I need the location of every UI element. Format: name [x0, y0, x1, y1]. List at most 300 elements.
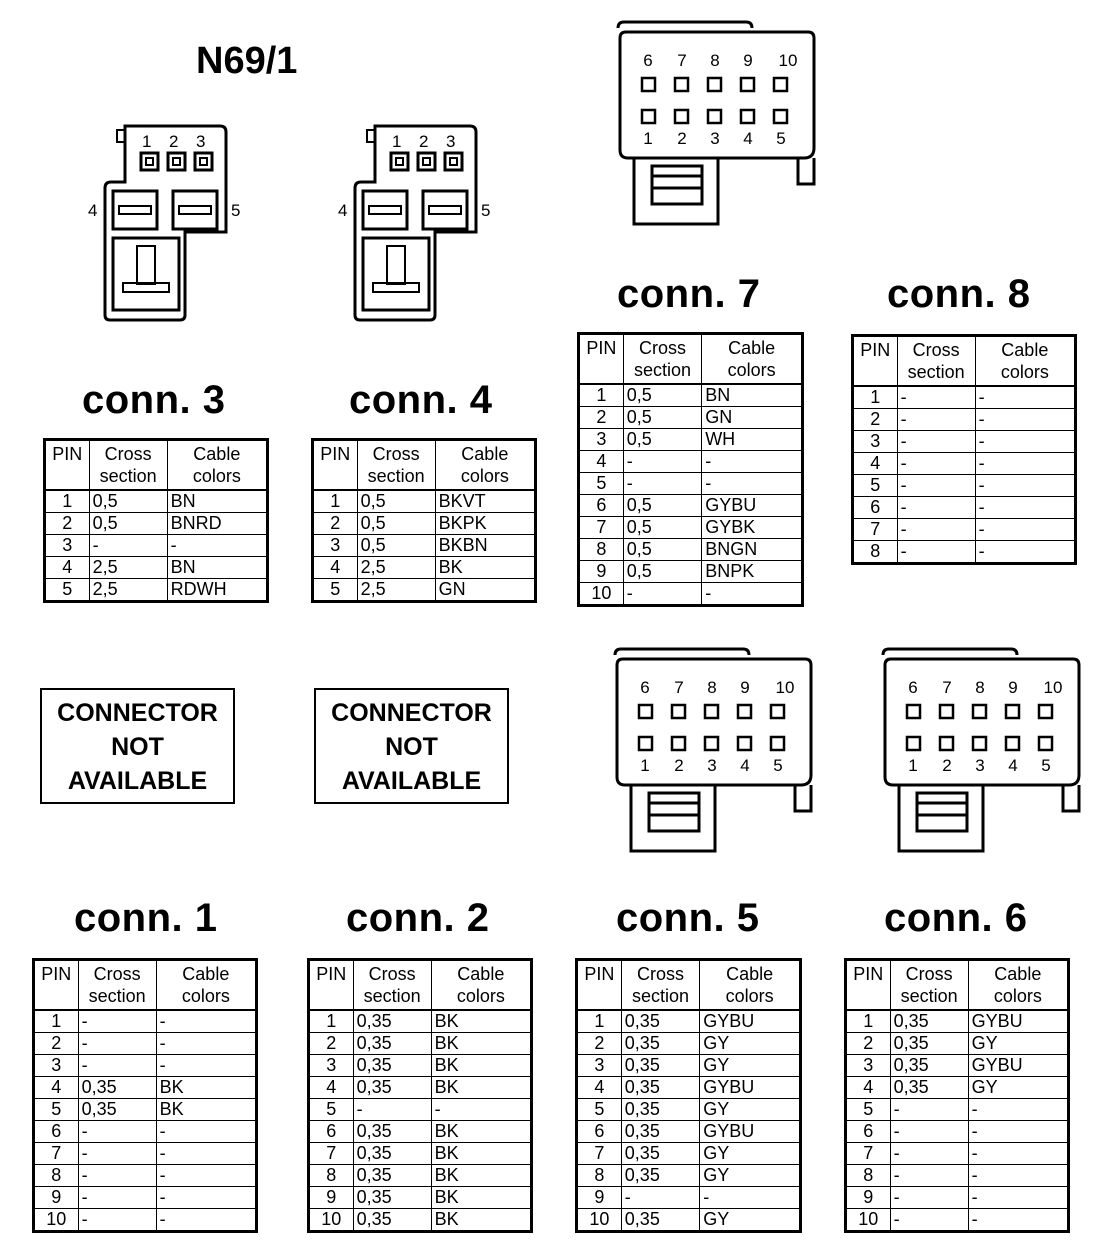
cross-section-cell: 0,35	[621, 1033, 699, 1055]
table-row	[846, 1165, 1069, 1187]
cable-color-cell: -	[156, 1055, 256, 1077]
conn-4-table	[311, 438, 537, 603]
cable-color-cell: GY	[700, 1143, 801, 1165]
cable-color-cell: GY	[700, 1099, 801, 1121]
pin-cell: 7	[34, 1143, 79, 1165]
cross-section-header	[89, 440, 167, 491]
pin-label: 7	[674, 678, 684, 697]
header-line: section	[633, 360, 692, 380]
cross-section-cell: -	[78, 1055, 156, 1077]
cable-color-cell: -	[968, 1187, 1068, 1209]
cable-color-cell: BK	[431, 1187, 531, 1209]
cable-color-cell: BK	[435, 557, 535, 579]
cable-color-cell: BKPK	[435, 513, 535, 535]
na-line: NOT	[111, 733, 164, 761]
cable-color-cell: BK	[156, 1077, 256, 1099]
header-line: Cross	[93, 964, 141, 984]
pin-cell: 5	[45, 579, 90, 602]
table-row	[309, 1099, 532, 1121]
cross-section-cell: -	[89, 535, 167, 557]
cable-colors-header	[435, 440, 535, 491]
pin-cell: 9	[579, 561, 624, 583]
pin-label: 4	[743, 129, 753, 148]
cable-color-cell: -	[968, 1165, 1068, 1187]
cable-color-cell: GYBU	[700, 1077, 801, 1099]
cable-color-cell: BK	[431, 1209, 531, 1232]
pin-label: 10	[775, 678, 795, 697]
table-row	[34, 1010, 257, 1033]
cable-color-cell: GYBK	[702, 517, 803, 539]
cross-section-cell: -	[78, 1187, 156, 1209]
pin-cell: 8	[309, 1165, 354, 1187]
header-line: colors	[725, 986, 774, 1006]
header-line: Cable	[994, 964, 1042, 984]
pin-cell: 9	[577, 1187, 622, 1209]
table-row	[34, 1121, 257, 1143]
cable-color-cell: -	[702, 451, 803, 473]
cable-color-cell: GY	[968, 1077, 1068, 1099]
pin-cell: 2	[579, 407, 624, 429]
header-line: Cross	[912, 340, 960, 360]
pin-label: 4	[1008, 756, 1018, 775]
header-line: Cable	[728, 338, 776, 358]
pin-label: 1	[142, 132, 152, 151]
pin-label: 3	[710, 129, 720, 148]
cross-section-header	[353, 960, 431, 1011]
connector-not-available-2	[314, 688, 509, 804]
pin-cell: 3	[45, 535, 90, 557]
header-line: colors	[192, 466, 241, 486]
header-line: Cross	[368, 964, 416, 984]
cross-section-cell: -	[890, 1099, 968, 1121]
pin-header: PIN	[34, 960, 79, 1011]
cross-section-cell: 0,35	[621, 1209, 699, 1232]
pin-cell: 8	[577, 1165, 622, 1187]
table-header-row	[846, 960, 1069, 1011]
cross-section-cell: 0,35	[890, 1033, 968, 1055]
table-row	[34, 1143, 257, 1165]
header-line: Cross	[905, 964, 953, 984]
cable-color-cell: GN	[435, 579, 535, 602]
pin-cell: 3	[309, 1055, 354, 1077]
pin-cell: 4	[579, 451, 624, 473]
cable-colors-header	[702, 334, 803, 385]
header-line: colors	[460, 466, 509, 486]
table-row	[853, 519, 1076, 541]
cross-section-cell: -	[897, 386, 975, 409]
cable-color-cell: BK	[431, 1143, 531, 1165]
cross-section-cell: -	[897, 541, 975, 564]
pin-cell: 1	[313, 490, 358, 513]
conn-8-title: conn. 8	[887, 272, 1031, 316]
pin-cell: 3	[853, 431, 898, 453]
pin-cell: 8	[846, 1165, 891, 1187]
pin-label: 3	[707, 756, 717, 775]
pin-cell: 4	[45, 557, 90, 579]
table-row	[577, 1033, 801, 1055]
cross-section-cell: -	[621, 1187, 699, 1209]
table-row	[45, 557, 268, 579]
table-row	[579, 561, 803, 583]
cable-colors-header	[167, 440, 267, 491]
pin-cell: 6	[853, 497, 898, 519]
cross-section-cell: -	[897, 409, 975, 431]
cross-section-cell: 0,35	[621, 1055, 699, 1077]
pin-header: PIN	[846, 960, 891, 1011]
cable-color-cell: GY	[700, 1033, 801, 1055]
pin-label: 4	[88, 201, 98, 220]
pin-label: 5	[481, 201, 491, 220]
connector-not-available-1	[40, 688, 235, 804]
header-line: Cross	[104, 444, 152, 464]
pin-header: PIN	[853, 336, 898, 387]
cross-section-cell: 0,5	[623, 407, 701, 429]
pin-cell: 7	[577, 1143, 622, 1165]
conn-7-title: conn. 7	[617, 272, 761, 316]
table-row	[313, 513, 536, 535]
header-line: Cable	[193, 444, 241, 464]
cross-section-cell: 2,5	[89, 557, 167, 579]
header-line: section	[367, 466, 425, 486]
pin-cell: 4	[309, 1077, 354, 1099]
cable-color-cell: -	[702, 583, 803, 606]
header-line: colors	[993, 986, 1042, 1006]
pin-cell: 10	[579, 583, 624, 606]
cable-color-cell: -	[975, 497, 1075, 519]
cable-color-cell: -	[975, 519, 1075, 541]
cable-color-cell: GY	[968, 1033, 1068, 1055]
cable-color-cell: BN	[702, 384, 803, 407]
table-row	[853, 386, 1076, 409]
conn-7-table	[577, 332, 804, 607]
header-line: Cable	[726, 964, 774, 984]
table-row	[309, 1165, 532, 1187]
pin-cell: 7	[853, 519, 898, 541]
cross-section-cell: -	[78, 1143, 156, 1165]
table-header-row	[309, 960, 532, 1011]
cable-color-cell: -	[975, 431, 1075, 453]
pin-cell: 5	[577, 1099, 622, 1121]
pin-cell: 8	[853, 541, 898, 564]
cable-color-cell: -	[968, 1121, 1068, 1143]
conn-6-table	[844, 958, 1070, 1233]
table-row	[579, 407, 803, 429]
pin-cell: 7	[309, 1143, 354, 1165]
table-row	[309, 1033, 532, 1055]
table-row	[313, 535, 536, 557]
cable-color-cell: BN	[167, 557, 267, 579]
pin-cell: 3	[846, 1055, 891, 1077]
cross-section-cell: -	[78, 1010, 156, 1033]
table-row	[34, 1033, 257, 1055]
table-row	[579, 517, 803, 539]
cable-colors-header	[700, 960, 801, 1011]
pin-cell: 2	[313, 513, 358, 535]
cable-color-cell: -	[700, 1187, 801, 1209]
cross-section-cell: -	[623, 451, 701, 473]
header-line: Cable	[461, 444, 509, 464]
table-row	[309, 1209, 532, 1232]
conn-5-table	[575, 958, 802, 1233]
cable-color-cell: BK	[431, 1077, 531, 1099]
na-line: NOT	[385, 733, 438, 761]
table-row	[34, 1187, 257, 1209]
pin-cell: 8	[579, 539, 624, 561]
table-row	[34, 1055, 257, 1077]
header-line: section	[907, 362, 965, 382]
page-title: N69/1	[196, 40, 298, 82]
cable-color-cell: BK	[156, 1099, 256, 1121]
pin-cell: 6	[846, 1121, 891, 1143]
cable-color-cell: -	[167, 535, 267, 557]
table-row	[309, 1010, 532, 1033]
connector-6-drawing	[875, 645, 1095, 860]
table-row	[577, 1099, 801, 1121]
connector-3-drawing	[85, 120, 245, 330]
cross-section-cell: -	[897, 497, 975, 519]
table-row	[313, 490, 536, 513]
pin-label: 3	[975, 756, 985, 775]
cable-color-cell: -	[156, 1209, 256, 1232]
cable-color-cell: BK	[431, 1033, 531, 1055]
cable-color-cell: -	[975, 541, 1075, 564]
pin-label: 6	[643, 51, 653, 70]
cross-section-cell: 0,5	[89, 490, 167, 513]
table-row	[577, 1143, 801, 1165]
cable-color-cell: BNRD	[167, 513, 267, 535]
pin-cell: 1	[577, 1010, 622, 1033]
table-row	[853, 497, 1076, 519]
table-header-row	[313, 440, 536, 491]
cross-section-cell: 0,5	[623, 495, 701, 517]
cross-section-cell: 0,35	[353, 1010, 431, 1033]
header-line: section	[900, 986, 958, 1006]
cross-section-cell: -	[897, 453, 975, 475]
cross-section-cell: -	[890, 1165, 968, 1187]
table-row	[853, 431, 1076, 453]
conn-2-title: conn. 2	[346, 896, 490, 940]
cross-section-cell: 0,5	[623, 517, 701, 539]
cross-section-header	[78, 960, 156, 1011]
pin-cell: 10	[577, 1209, 622, 1232]
cross-section-cell: 0,35	[78, 1099, 156, 1121]
cable-color-cell: BN	[167, 490, 267, 513]
pin-cell: 6	[309, 1121, 354, 1143]
table-row	[579, 583, 803, 606]
cross-section-cell: 2,5	[357, 579, 435, 602]
cable-color-cell: GY	[700, 1055, 801, 1077]
cross-section-cell: 0,35	[78, 1077, 156, 1099]
cable-color-cell: -	[156, 1143, 256, 1165]
cable-color-cell: GYBU	[700, 1010, 801, 1033]
cable-color-cell: -	[431, 1099, 531, 1121]
pin-cell: 6	[577, 1121, 622, 1143]
table-row	[577, 1187, 801, 1209]
pin-header: PIN	[577, 960, 622, 1011]
table-row	[846, 1033, 1069, 1055]
cable-color-cell: -	[156, 1121, 256, 1143]
cross-section-cell: -	[890, 1187, 968, 1209]
table-row	[45, 535, 268, 557]
cross-section-cell: -	[890, 1143, 968, 1165]
cross-section-cell: -	[623, 583, 701, 606]
cable-color-cell: BNPK	[702, 561, 803, 583]
cross-section-cell: -	[353, 1099, 431, 1121]
cross-section-cell: 0,35	[353, 1121, 431, 1143]
table-row	[846, 1143, 1069, 1165]
cross-section-cell: 0,5	[623, 384, 701, 407]
pin-cell: 5	[34, 1099, 79, 1121]
cross-section-cell: 0,5	[357, 535, 435, 557]
cable-color-cell: GN	[702, 407, 803, 429]
pin-label: 1	[908, 756, 918, 775]
cross-section-cell: 0,5	[623, 539, 701, 561]
na-line: AVAILABLE	[67, 767, 208, 795]
pin-label: 6	[908, 678, 918, 697]
pin-label: 9	[1008, 678, 1018, 697]
cross-section-cell: 0,5	[623, 429, 701, 451]
pin-cell: 2	[34, 1033, 79, 1055]
cable-colors-header	[431, 960, 531, 1011]
pin-cell: 6	[579, 495, 624, 517]
pin-label: 2	[419, 132, 429, 151]
cross-section-cell: 0,35	[353, 1077, 431, 1099]
pin-label: 5	[1041, 756, 1051, 775]
cross-section-cell: -	[78, 1033, 156, 1055]
cross-section-header	[357, 440, 435, 491]
cross-section-cell: 0,35	[353, 1055, 431, 1077]
cable-color-cell: BK	[431, 1010, 531, 1033]
cross-section-cell: 0,35	[890, 1010, 968, 1033]
pin-cell: 3	[313, 535, 358, 557]
cable-color-cell: -	[975, 386, 1075, 409]
cable-colors-header	[156, 960, 256, 1011]
pin-label: 1	[392, 132, 402, 151]
pin-cell: 3	[577, 1055, 622, 1077]
cross-section-cell: -	[78, 1209, 156, 1232]
pin-label: 3	[446, 132, 456, 151]
cross-section-cell: 0,35	[621, 1143, 699, 1165]
pin-label: 1	[640, 756, 650, 775]
pin-cell: 1	[579, 384, 624, 407]
table-row	[45, 490, 268, 513]
pin-cell: 3	[579, 429, 624, 451]
cross-section-header	[897, 336, 975, 387]
cross-section-cell: -	[78, 1121, 156, 1143]
pin-cell: 7	[846, 1143, 891, 1165]
cross-section-cell: -	[890, 1121, 968, 1143]
pin-label: 8	[975, 678, 985, 697]
header-line: colors	[456, 986, 505, 1006]
cable-color-cell: GY	[700, 1165, 801, 1187]
pin-cell: 6	[34, 1121, 79, 1143]
table-row	[577, 1055, 801, 1077]
header-line: Cross	[372, 444, 420, 464]
pin-cell: 4	[846, 1077, 891, 1099]
cable-color-cell: -	[968, 1099, 1068, 1121]
pin-label: 6	[640, 678, 650, 697]
cross-section-cell: 0,5	[357, 490, 435, 513]
table-row	[45, 513, 268, 535]
cable-color-cell: GYBU	[702, 495, 803, 517]
cross-section-cell: 2,5	[89, 579, 167, 602]
na-line: AVAILABLE	[341, 767, 482, 795]
na-line: CONNECTOR	[331, 699, 492, 727]
table-row	[309, 1055, 532, 1077]
pin-label: 2	[169, 132, 179, 151]
pin-cell: 10	[846, 1209, 891, 1232]
header-line: Cable	[1001, 340, 1049, 360]
table-row	[313, 557, 536, 579]
table-row	[309, 1077, 532, 1099]
cable-color-cell: GYBU	[968, 1010, 1068, 1033]
table-header-row	[45, 440, 268, 491]
pin-cell: 2	[45, 513, 90, 535]
pin-cell: 2	[309, 1033, 354, 1055]
cross-section-cell: -	[897, 519, 975, 541]
pin-label: 3	[196, 132, 206, 151]
header-line: colors	[727, 360, 776, 380]
pin-cell: 4	[577, 1077, 622, 1099]
pin-cell: 5	[846, 1099, 891, 1121]
pin-label: 5	[231, 201, 241, 220]
table-row	[846, 1209, 1069, 1232]
cross-section-cell: 0,35	[353, 1187, 431, 1209]
table-header-row	[577, 960, 801, 1011]
table-row	[577, 1121, 801, 1143]
pin-cell: 2	[577, 1033, 622, 1055]
table-row	[846, 1121, 1069, 1143]
table-row	[846, 1187, 1069, 1209]
pin-cell: 1	[846, 1010, 891, 1033]
pin-cell: 2	[846, 1033, 891, 1055]
pin-label: 2	[674, 756, 684, 775]
cross-section-cell: 0,5	[623, 561, 701, 583]
pin-cell: 7	[579, 517, 624, 539]
cross-section-cell: 0,35	[353, 1033, 431, 1055]
table-row	[846, 1077, 1069, 1099]
pin-cell: 5	[579, 473, 624, 495]
cross-section-cell: 0,35	[621, 1010, 699, 1033]
pin-label: 2	[942, 756, 952, 775]
table-row	[853, 475, 1076, 497]
cross-section-cell: 0,35	[621, 1165, 699, 1187]
pin-cell: 9	[309, 1187, 354, 1209]
table-row	[577, 1209, 801, 1232]
pin-label: 10	[778, 51, 798, 70]
table-row	[579, 451, 803, 473]
cable-color-cell: -	[968, 1143, 1068, 1165]
header-line: Cross	[636, 964, 684, 984]
cross-section-cell: 0,5	[357, 513, 435, 535]
cable-colors-header	[975, 336, 1075, 387]
table-row	[45, 579, 268, 602]
pin-label: 2	[677, 129, 687, 148]
pin-label: 9	[743, 51, 753, 70]
pin-header: PIN	[45, 440, 90, 491]
table-header-row	[579, 334, 803, 385]
pin-label: 7	[677, 51, 687, 70]
table-row	[579, 539, 803, 561]
na-line: CONNECTOR	[57, 699, 218, 727]
cable-color-cell: WH	[702, 429, 803, 451]
pin-cell: 2	[853, 409, 898, 431]
cable-color-cell: GY	[700, 1209, 801, 1232]
header-line: Cross	[638, 338, 686, 358]
conn-2-table	[307, 958, 533, 1233]
cross-section-cell: 0,35	[353, 1209, 431, 1232]
pin-label: 8	[710, 51, 720, 70]
